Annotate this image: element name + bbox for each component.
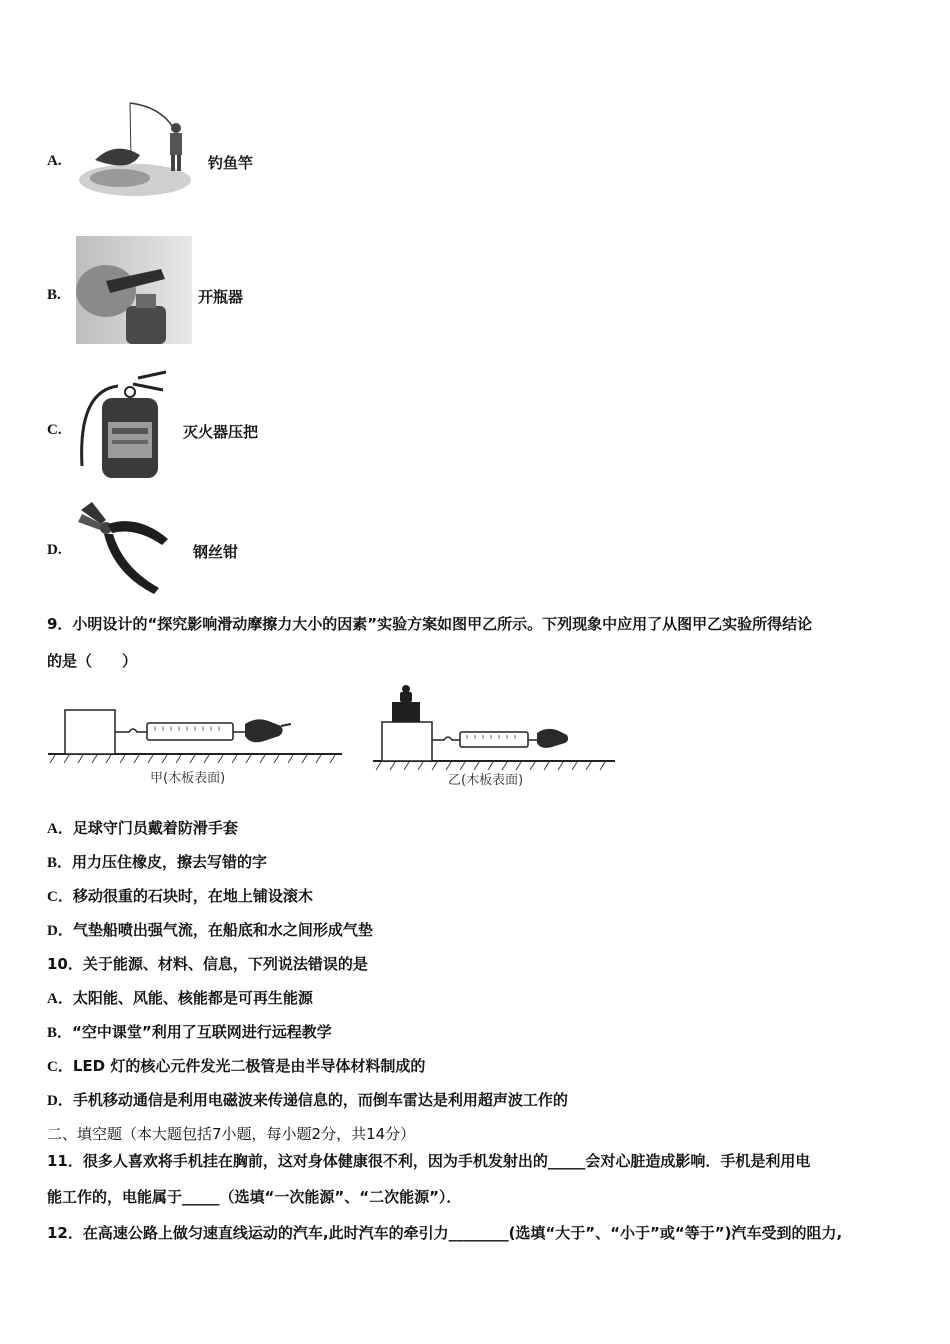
pliers-icon xyxy=(76,500,188,598)
option-text: 气垫船喷出强气流，在船底和水之间形成气垫 xyxy=(72,921,373,939)
q9-option-a xyxy=(47,817,238,838)
figure-right-caption: 乙(木板表面) xyxy=(448,773,524,788)
option-letter: A. xyxy=(47,153,62,169)
q9-option-c xyxy=(47,885,313,906)
q10-option-d xyxy=(47,1089,568,1110)
section-heading: 二、填空题（本大题包括7小题，每小题2分，共14分） xyxy=(47,1125,416,1143)
option-letter: A． xyxy=(47,821,73,837)
option-letter: B． xyxy=(47,1025,73,1041)
option-letter: A． xyxy=(47,991,73,1007)
figure-jia xyxy=(48,710,342,786)
option-letter: C． xyxy=(47,1059,73,1075)
fire-extinguisher-icon xyxy=(78,370,170,478)
option-letter: D. xyxy=(47,542,62,558)
q9-option-d xyxy=(47,919,373,940)
q10-option-c xyxy=(47,1055,425,1076)
q10-option-a xyxy=(47,987,313,1008)
q9-stem-line2: 的是（ ） xyxy=(47,652,138,670)
option-text: 用力压住橡皮，擦去写错的字 xyxy=(72,853,268,871)
q9-option-b xyxy=(47,851,267,872)
q9-stem-line1: 9．小明设计的“探究影响滑动摩擦力大小的因素”实验方案如图甲乙所示。下列现象中应用了从图甲乙实验所得结论 xyxy=(47,615,813,633)
q8-option-b xyxy=(0,235,400,345)
q8-option-a xyxy=(0,95,400,210)
option-text: 手机移动通信是利用电磁波来传递信息的，而倒车雷达是利用超声波工作的 xyxy=(72,1091,568,1109)
figure-left-caption: 甲(木板表面) xyxy=(150,771,226,786)
option-letter: D． xyxy=(47,1093,73,1109)
option-label: 灭火器压把 xyxy=(183,423,259,441)
q11-line2: 能工作的，电能属于_____（选填“一次能源”、“二次能源”）． xyxy=(47,1188,462,1206)
option-letter: B． xyxy=(47,855,73,871)
option-text: 足球守门员戴着防滑手套 xyxy=(72,819,238,837)
q8-option-c xyxy=(0,368,400,480)
option-label: 开瓶器 xyxy=(198,288,244,306)
option-text: 太阳能、风能、核能都是可再生能源 xyxy=(72,989,313,1007)
q10-stem: 10．关于能源、材料、信息，下列说法错误的是 xyxy=(47,955,368,973)
figure-yi xyxy=(373,685,615,788)
bottle-opener-icon xyxy=(76,236,192,344)
option-letter: C. xyxy=(47,422,62,438)
q12-line1: 12．在高速公路上做匀速直线运动的汽车,此时汽车的牵引力________(选填“大于”、“小于”或“等于”)汽车受到的阻力, xyxy=(47,1224,843,1242)
fishing-rod-icon xyxy=(75,100,205,208)
option-label: 钓鱼竿 xyxy=(208,154,254,172)
option-text: “空中课堂”利用了互联网进行远程教学 xyxy=(72,1023,332,1041)
option-text: 移动很重的石块时，在地上铺设滚木 xyxy=(72,887,313,905)
q8-option-d xyxy=(0,500,400,600)
option-letter: B. xyxy=(47,287,61,303)
option-letter: D． xyxy=(47,923,73,939)
option-text: LED 灯的核心元件发光二极管是由半导体材料制成的 xyxy=(72,1057,426,1075)
friction-experiment-figure xyxy=(45,680,615,792)
q10-option-b xyxy=(47,1021,332,1042)
option-label: 钢丝钳 xyxy=(193,543,239,561)
option-letter: C． xyxy=(47,889,73,905)
q11-line1: 11．很多人喜欢将手机挂在胸前，这对身体健康很不利，因为手机发射出的_____会对心脏造成影响．手机是利用电 xyxy=(47,1152,811,1170)
